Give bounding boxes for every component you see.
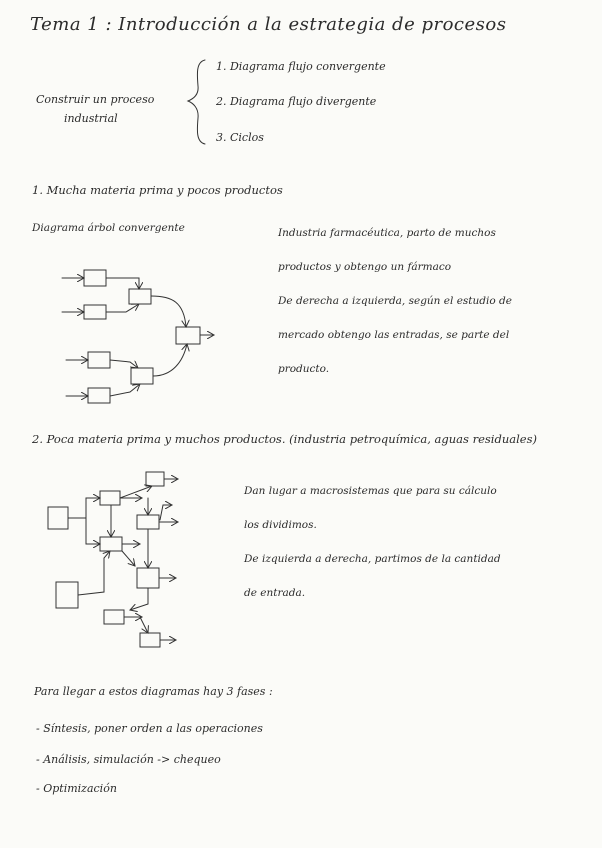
- section1-line-1: Industria farmacéutica, parto de muchos: [278, 227, 496, 239]
- convergent-tree-diagram: [62, 270, 214, 403]
- section1-line-5: producto.: [278, 363, 330, 375]
- section2-line-3: De izquierda a derecha, partimos de la cantidad: [244, 553, 501, 565]
- intro-label-line-1: Construir un proceso: [36, 93, 155, 106]
- section1-line-4: mercado obtengo las entradas, se parte del: [278, 329, 510, 341]
- intro-label-line-2: industrial: [64, 112, 118, 125]
- divergent-tree-diagram: [48, 472, 178, 647]
- section2-line-4: de entrada.: [244, 587, 306, 599]
- phase-item-2: - Análisis, simulación -> chequeo: [36, 753, 221, 766]
- section1-line-2: productos y obtengo un fármaco: [278, 261, 452, 273]
- section1-diagram-label: Diagrama árbol convergente: [32, 222, 185, 234]
- section2-line-2: los dividimos.: [244, 519, 317, 531]
- intro-item-1: 1. Diagrama flujo convergente: [216, 60, 386, 73]
- intro-item-2: 2. Diagrama flujo divergente: [216, 95, 377, 108]
- section1-heading: 1. Mucha materia prima y pocos productos: [32, 183, 283, 197]
- curly-brace: [188, 60, 205, 144]
- section2-line-1: Dan lugar a macrosistemas que para su cálculo: [244, 485, 497, 497]
- section1-line-3: De derecha a izquierda, según el estudio de: [278, 295, 512, 307]
- section2-heading: 2. Poca materia prima y muchos productos. (industria petroquímica, aguas residuales): [32, 432, 537, 446]
- phases-intro: Para llegar a estos diagramas hay 3 fases :: [34, 685, 273, 698]
- phase-item-3: - Optimización: [36, 782, 117, 795]
- intro-item-3: 3. Ciclos: [216, 131, 264, 144]
- page-title: Tema 1 : Introducción a la estrategia de procesos: [30, 14, 507, 35]
- phase-item-1: - Síntesis, poner orden a las operaciones: [36, 722, 263, 735]
